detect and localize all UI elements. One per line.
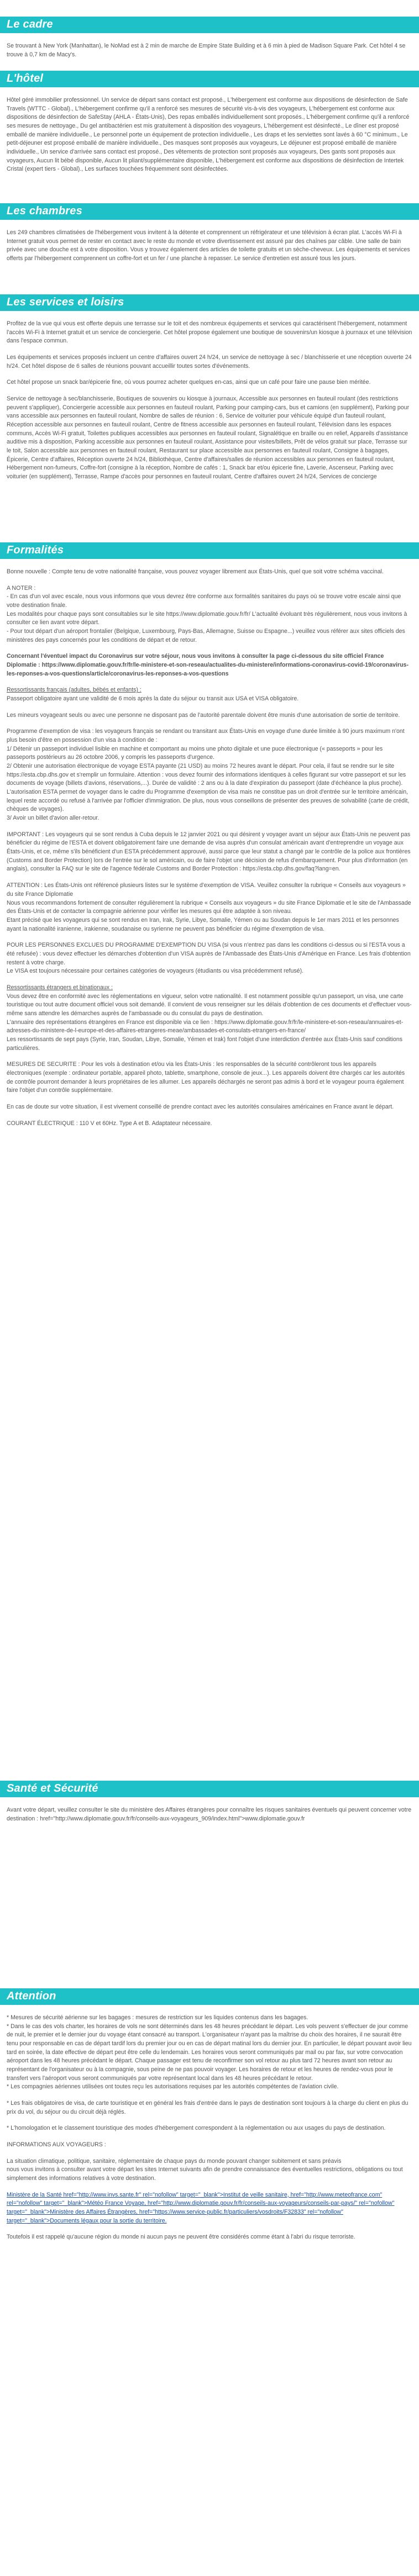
text-line: A NOTER :: [7, 584, 36, 592]
text-line: Cet hôtel propose un snack bar/épicerie fine, où vous pourrez acheter quelques en-cas, ainsi que un café pour faire une pause bien méritée.: [7, 379, 371, 386]
section-title: Santé et Sécurité: [0, 1781, 419, 1797]
text-line: Vous devez être en conformité avec les réglementations en vigueur, selon votre nationalité. Il est notamment possible qu'un passeport, un visa, une carte touristique ou tout autre document officiel vous soit demandé. Il convient de vous renseigner sur les délais d'obtention de ces documents et d'effectuer vous-même sans attendre les démarches auprès de l'ambassade ou du consulat du pays de destination.: [7, 993, 412, 1017]
text-line: Service de nettoyage à sec/blanchisserie, Boutiques de souvenirs ou kiosque à journaux, Accessible aux personnes en fauteuil roulant (des restrictions peuvent s'appliquer), Conciergerie accessible aux personnes en fauteuil roulant, Parking pour camping-cars, bus et camions (en supplément), Parking pour vans accessible aux personnes en fauteuil roulant, Nombre de salles de réunion : 6, Service de voiturier pour véhicule équipé d'un fauteuil roulant, Réception accessible aux personnes en fauteuil roulant, Centre de fitness accessible aux personnes en fauteuil roulant, Télévision dans les espaces communs, Accès Wi-Fi gratuit, Toilettes publiques accessibles aux personnes en fauteuil roulant, Signalétique en braille ou en relief, Appareils d'assistance auditive mis à disposition, Parking accessible aux personnes en fauteuil roulant, Assistance pour visites/billets, Prêt de vélos gratuit sur place, Terrasse sur le toit, Salon accessible aux personnes en fauteuil roulant, Restaurant sur place accessible aux personnes en fauteuil roulant, Consigne à bagages, Épicerie, Centre d'affaires, Réception ouverte 24 h/24, Bibliothèque, Centre d'affaires/salles de réunion accessibles aux personnes en fauteuil roulant, Hébergement non-fumeurs, Coffre-fort (consigne à la réception, Nombre de cafés : 1, Snack bar et/ou épicerie fine, Laverie, Ascenseur, Parking avec voiturier (en supplément), Terrasse, Rampe d'accès pour personnes en fauteuil roulant, Centre d'affaires ouvert 24 h/24, Services de concierge: [7, 395, 410, 481]
paragraph: [7, 96, 412, 174]
text-line: * Dans le cas des vols charter, les horaires de vols ne sont déterminés dans les 48 heures précédant le départ. Les vols peuvent s'effectuer de jour comme de nuit, le premier et le dernier jour du voyage étant consacré au transport. L'organisateur n'ayant pas la maîtrise du choix des horaires, il ne saurait être tenu pour responsable en cas de départ tardif lors du premier jour ou en cas de départ matinal lors du dernier jour. En particulier, le départ pouvant avoir lieu tard en soirée, la date effective de départ peut être celle du lendemain. Les horaires vous seront communiqués par mail ou par fax, sur votre convocation aéroport dans les 48 heures précédant le départ. Chaque passager est tenu de reconfirmer son vol retour au plus tard 72 heures avant son retour au représentant de l'organisateur ou à la compagnie, sous peine de ne pas pouvoir voyager. Les horaires de retour et les heures de rendez-vous pour le transfert vers l'aéroport vous seront communiqués par votre représentant local dans les 48 heures précédant le retour.: [7, 2023, 412, 2082]
text-line: Nous vous recommandons fortement de consulter régulièrement la rubrique « Conseils aux voyageurs » du site France Diplomatie et le site de l'Ambassade des États-Unis et de contacter la compagnie aérienne pour vérifier les mesures qui être adaptée à son niveau.: [7, 899, 411, 915]
section-body: [0, 33, 419, 59]
section-title: Attention: [0, 1988, 419, 2005]
paragraph: [7, 2099, 412, 2116]
text-line: * Mesures de sécurité aérienne sur les bagages : mesures de restriction sur les liquides contenus dans les bagages.: [7, 2014, 308, 2021]
text-line: POUR LES PERSONNES EXCLUES DU PROGRAMME D'EXEMPTION DU VISA (si vous n'entrez pas dans les conditions ci-dessus ou si l'ESTA vous a été refusée) : vous devez effectuer les démarches d'obtention d'un VISA auprès de l'Ambassade des États-Unis d'Amérique en France. Les frais d'obtention restent à votre charge.: [7, 942, 411, 966]
paragraph: [7, 2124, 412, 2133]
paragraph: [7, 395, 412, 482]
paragraph: [7, 378, 412, 387]
paragraph: [7, 320, 412, 346]
paragraph: [7, 711, 412, 720]
text-line: L'annuaire des représentations étrangères en France est disponible via ce lien : https://www.diplomatie.gouv.fr/fr/le-ministere-et-son-reseau/annuaires-et-adresses-du-ministere-de-l-europe-et-des-affaires-etrangeres-meae/ambassades-et-consulats-etrangers-en-france/: [7, 1018, 404, 1034]
text-line: Ressortissants étrangers et binationaux :: [7, 984, 113, 991]
text-line: 1/ Détenir un passeport individuel lisible en machine et comportant au moins une photo digitale et une puce électronique (« passeports » pour les passeports postérieurs au 26 octobre 2006, y compris les passeports d'urgence.: [7, 745, 383, 761]
paragraph: [7, 1103, 412, 1112]
paragraph: [7, 1806, 412, 1823]
text-line: Se trouvant à New York (Manhattan), le NoMad est à 2 min de marche de Empire State Building et à 6 min à pied de Madison Square Park. Cet hôtel 4 se trouve à 0,7 km de Macy's.: [7, 43, 406, 58]
paragraph: [7, 229, 412, 263]
text-line: 3/ Avoir un billet d'avion aller-retour.: [7, 815, 99, 822]
text-line: Les ressortissants de sept pays (Syrie, Iran, Soudan, Libye, Somalie, Yémen et Irak) font l'objet d'une interdiction d'entrée aux États-Unis sauf conditions particulières.: [7, 1036, 403, 1052]
text-line: Profitez de la vue qui vous est offerte depuis une terrasse sur le toit et des nombreux équipements et services qui caractérisent l'hébergement, notamment l'accès Wi-Fi à Internet gratuit et un service de conciergerie. Cet hôtel propose également une boutique de souvenirs/un kiosque à journaux et une télévision dans l'espace commun.: [7, 320, 412, 345]
text-line: La situation climatique, politique, sanitaire, réglementaire de chaque pays du monde pouvant changer subitement et sans préavis: [7, 2157, 342, 2165]
paragraph: [7, 941, 412, 976]
paragraph: [7, 1060, 412, 1095]
text-line: * L'homologation et le classement touristique des modes d'hébergement correspondent à la réglementation ou aux usages du pays de destination.: [7, 2125, 386, 2132]
text-line: Les modalités pour chaque pays sont consultables sur le site https://www.diplomatie.gouv.fr/fr/ L'actualité évoluant très régulièrement, nous vous invitons à consulter ce lien avant votre départ.: [7, 610, 407, 626]
section-l-hotel: [0, 71, 419, 182]
section-body: [0, 311, 419, 482]
text-line: ATTENTION : Les États-Unis ont référencé plusieurs listes sur le système d'exemption de VISA. Veuillez consulter la rubrique « Conseils aux voyageurs » du site France Diplomatie: [7, 882, 406, 898]
text-line: * Les compagnies aériennes utilisées ont toutes reçu les autorisations requises par les autorités compétentes de l'aviation civile.: [7, 2083, 339, 2091]
section-title: Les chambres: [0, 203, 419, 220]
health-links[interactable]: Ministère de la Santé href="http://www.invs.sante.fr" rel="nofollow" target="_blank">Institut de veille sanitaire, href="http://www.meteofrance.com" rel="nofollow" target="_blank">Météo France Voyage, href="http://www.diplomatie.gouv.fr/fr/conseils-aux-voyageurs/conseils-par-pays/" rel="nofollow" target="_blank">Ministère des Affaires Étrangères, href="https://www.service-public.fr/particuliers/vosdroits/F32833" rel="nofollow" target="_blank">Documents légaux pour la sortie du territoire.: [7, 2191, 395, 2224]
paragraph: [7, 2014, 412, 2092]
paragraph: [7, 2233, 412, 2242]
section-title: Les services et loisirs: [0, 294, 419, 311]
paragraph: [7, 2141, 412, 2150]
paragraph: [7, 584, 412, 645]
section-body: [0, 2005, 419, 2242]
text-line: COURANT ÉLECTRIQUE : 110 V et 60Hz. Type A et B. Adaptateur nécessaire.: [7, 1120, 212, 1127]
paragraph: [7, 686, 412, 703]
paragraph: [7, 1120, 412, 1128]
text-line: nous vous invitons à consulter avant votre départ les sites Internet suivants afin de prendre connaissance des éventuelles restrictions, obligations ou tout simplement des informations relatives à votre destination.: [7, 2166, 403, 2182]
section-title: Le cadre: [0, 17, 419, 33]
text-line: IMPORTANT : Les voyageurs qui se sont rendus à Cuba depuis le 12 janvier 2021 ou qui désirent y voyager avant un séjour aux États-Unis ne peuvent pas bénéficier du régime de l'ESTA et doivent obligatoirement faire une demande de visa auprès d'un consulat américain avant d'entreprendre un voyage aux États-Unis, et ce, même s'ils bénéficient d'un ESTA précédemment approuvé, aussi parce que leur statut a changé par le contrôle de la police aux frontières (Customs and Border Protection) lors de l'entrée sur le sol américain, ou de faire l'objet une décision de refus d'embarquement. Pour plus d'information (en anglais), consulter la FAQ sur le site de l'agence fédérale Customs and Border Protection : https://esta.cbp.dhs.gov/faq?lang=en.: [7, 831, 411, 873]
paragraph: [7, 42, 412, 59]
section-formalites: [0, 542, 419, 1136]
section-title: L'hôtel: [0, 71, 419, 87]
text-line: Ressortissants français (adultes, bébés et enfants) :: [7, 687, 142, 694]
text-line: INFORMATIONS AUX VOYAGEURS :: [7, 2141, 106, 2149]
section-les-chambres: [0, 203, 419, 271]
section-le-cadre: [0, 17, 419, 67]
paragraph: [7, 831, 412, 874]
paragraph: [7, 2157, 412, 2183]
text-line: Hôtel géré immobilier professionnel. Un service de départ sans contact est proposé., L'hébergement est conforme aux dispositions de désinfection de Safe Travels (WTTC - Global)., L'hébergement confirme qu'il a renforcé ses mesures de sécurité vis-à-vis des voyageurs, L'hébergement est conforme aux dispositions de désinfection de SafeStay (AHLA - États-Unis), Des repas emballés individuellement sont proposés., L'hébergement confirme qu'il a renforcé ses mesures de nettoyage., Du gel antibactérien est mis gratuitement à disposition des voyageurs, L'hébergement est désinfecté., Le dîner est proposé emballé de manière individuelle., Le personnel porte un équipement de protection individuelle., Les draps et les serviettes sont lavés à 60 °C minimum., Le petit-déjeuner est proposé emballé de manière individuelle., Des masques sont proposés aux voyageurs, Le déjeuner est proposé emballé de manière individuelle., Un service d'arrivée sans contact est proposé., Des vêtements de protection sont proposés aux voyageurs, Des gants sont proposés aux voyageurs, Aucun lit bébé disponible, Aucun lit pliant/supplémentaire disponible, L'hébergement est conforme aux dispositions de désinfection de Intertek Cristal (expert tiers - Global)., Les surfaces touchées fréquemment sont désinfectées.: [7, 97, 410, 173]
text-line: - En cas d'un vol avec escale, nous vous informons que vous devrez être conforme aux formalités sanitaires du pays où se trouve votre escale ainsi que votre destination finale.: [7, 593, 401, 609]
section-body: [0, 220, 419, 263]
text-line: Avant votre départ, veuillez consulter le site du ministère des Affaires étrangères pour connaître les risques sanitaires éventuels qui peuvent concerner votre destination : href="http://www.diplomatie.gouv.fr/fr/conseils-aux-voyageurs_909/index.html">www.diplomatie.gouv.fr: [7, 1807, 412, 1822]
paragraph: [7, 2191, 412, 2226]
paragraph: [7, 568, 412, 577]
text-line: MESURES DE SECURITE : Pour les vols à destination et/ou via les États-Unis : les responsables de la sécurité contrôleront tous les appareils électroniques (exemple : ordinateur portable, appareil photo, tablette, smartphone, console de jeux...). Les appareils doivent être chargés car les autorités de contrôle pourront demander à leurs propriétaires de les allumer. Les appareils déchargés ne seront pas admis à bord et le voyageur pourra également faire l'objet d'un contrôle supplémentaire.: [7, 1061, 405, 1094]
text-line: 2/ Obtenir une autorisation électronique de voyage ESTA payante (21 USD) au moins 72 heures avant le départ. Pour cela, il faut se rendre sur le site https://esta.cbp.dhs.gov et s'remplir un formulaire. Attention : vous devez fournir des informations identiques à celles figurant sur votre passeport et sur les documents de voyage (billets d'avions, réservations,...). Durée de validité : 2 ans ou à la date d'expiration du passeport (date d'échéance la plus proche).: [7, 763, 406, 787]
text-line: Le VISA est toujours nécessaire pour certaines catégories de voyageurs (étudiants ou visa précédemment refusé).: [7, 968, 304, 975]
paragraph: [7, 652, 412, 678]
text-line: Programme d'exemption de visa : les voyageurs français se rendant ou transitant aux États-Unis en voyage d'une durée limitée à 90 jours maximum n'ont plus besoin d'être en possession d'un visa à condition de :: [7, 728, 405, 744]
paragraph: [7, 984, 412, 1053]
section-body: [0, 1797, 419, 1823]
paragraph: [7, 353, 412, 371]
text-line: Les équipements et services proposés incluent un centre d'affaires ouvert 24 h/24, un service de nettoyage à sec / blanchisserie et une réception ouverte 24 h/24. Cet hôtel dispose de 6 salles de réunions pouvant accueillir toutes sortes d'événements.: [7, 354, 412, 369]
text-line: L'autorisation ESTA permet de voyager dans le cadre du Programme d'exemption de visa mais ne constitue pas un droit d'entrée sur le territoire américain, lequel reste accordé ou refusé à l'arrivée par l'officier d'immigration. De plus, nous vous conseillons de présenter des preuves de solvabilité (carte de crédit, chèques de voyages).: [7, 789, 410, 813]
section-attention: [0, 1988, 419, 2250]
text-line: Passeport obligatoire ayant une validité de 6 mois après la date du séjour ou transit aux USA et VISA obligatoire.: [7, 695, 299, 703]
section-body: [0, 87, 419, 174]
paragraph: [7, 881, 412, 933]
text-line: Toutefois il est rappelé qu'aucune région du monde ni aucun pays ne peuvent être considérés comme étant à l'abri du risque terroriste.: [7, 2234, 355, 2241]
section-body: [0, 559, 419, 1128]
paragraph: [7, 727, 412, 822]
section-les-services-et-loisirs: [0, 294, 419, 489]
text-line: Les mineurs voyageant seuls ou avec une personne ne disposant pas de l'autorité parentale doivent être munis d'une autorisation de sortie de territoire.: [7, 711, 400, 719]
text-line: Concernant l'éventuel impact du Coronavirus sur votre séjour, nous vous invitons à consulter la page ci-dessous du site officiel France Diplomatie : https://www.diplomatie.gouv.fr/fr/le-ministere-et-son-reseau/actualites-du-ministere/informations-coronavirus-covid-19/coronavirus-les-reponses-a-vos-questions/article/coronavirus-les-reponses-a-vos-questions: [7, 653, 408, 677]
text-line: En cas de doute sur votre situation, il est vivement conseillé de prendre contact avec les autorités consulaires américaines en France avant le départ.: [7, 1103, 394, 1110]
section-title: Formalités: [0, 542, 419, 559]
text-line: Bonne nouvelle : Compte tenu de votre nationalité française, vous pouvez voyager librement aux États-Unis, quel que soit votre schéma vaccinal.: [7, 568, 384, 575]
text-line: * Les frais obligatoires de visa, de carte touristique et en général les frais d'entrée dans le pays de destination sont toujours à la charge du client en plus du prix du vol, du séjour ou du circuit déjà réglés.: [7, 2100, 408, 2115]
text-line: - Pour tout départ d'un aéroport frontalier (Belgique, Luxembourg, Pays-Bas, Allemagne, Suisse ou Espagne...) veuillez vous référer aux sites officiels des ministères des pays concernés pour les conditions de départ et de retour.: [7, 628, 405, 643]
section-sante-et-securite: [0, 1781, 419, 1831]
text-line: Etant précisé que les voyageurs qui se sont rendus en Iran, Irak, Syrie, Libye, Somalie, Yémen ou au Soudan depuis le 1er mars 2011 et les personnes ayant la nationalité iranienne, irakienne, soudanaise ou syrienne ne peuvent pas bénéficier du régime d'exemption de visa.: [7, 916, 399, 932]
text-line: Les 249 chambres climatisées de l'hébergement vous invitent à la détente et comprennent un réfrigérateur et une télévision à écran plat. L'accès Wi-Fi à Internet gratuit vous permet de rester en contact avec le reste du monde et votre divertissement est assuré par des chaînes par câble. Une salle de bain privée avec une douche est à votre disposition. Vous y trouvez également des articles de toilette gratuits et un sèche-cheveux. Les équipements et services offerts par l'hébergement comprennent un coffre-fort et un fer / une planche à repasser. Le service d'entretien est assuré tous les jours.: [7, 229, 410, 262]
